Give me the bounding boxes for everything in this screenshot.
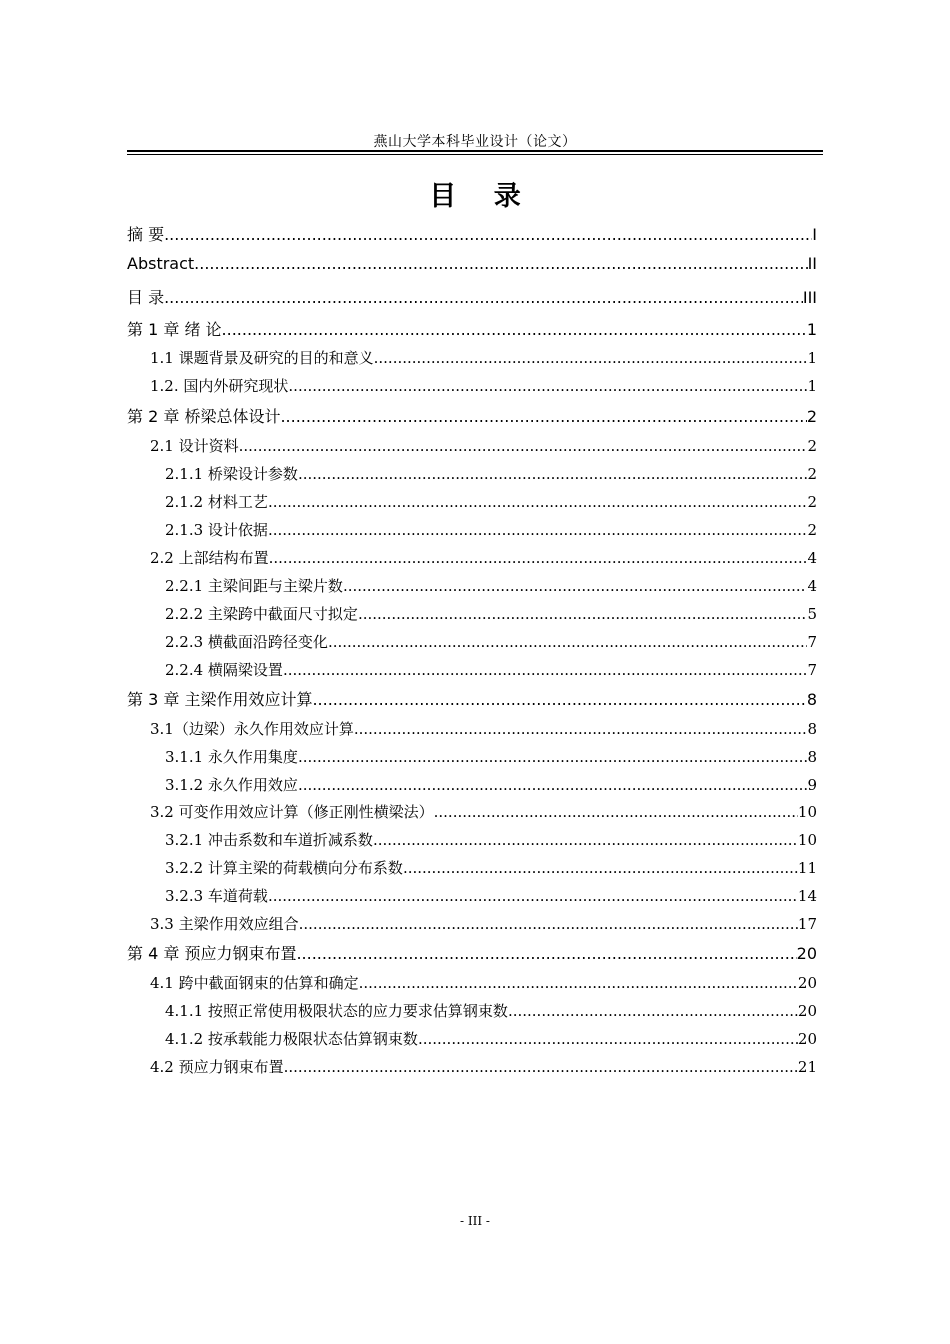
toc-entry-page: 10 — [797, 831, 817, 849]
toc-entry-3-2-3[interactable] — [127, 885, 817, 906]
toc-entry-label: 2.1.1 桥梁设计参数 — [165, 465, 298, 483]
toc-leader — [164, 288, 803, 307]
toc-entry-page: 1 — [806, 320, 817, 339]
toc-entry-label: 3.1.1 永久作用集度 — [165, 748, 298, 766]
toc-entry-abstract-cn[interactable] — [127, 222, 817, 245]
toc-entry-page: 20 — [796, 944, 817, 963]
toc-entry-2-1-1[interactable] — [127, 463, 817, 484]
toc-leader — [269, 549, 808, 567]
toc-leader — [298, 776, 808, 794]
toc-title: 目 录 — [429, 181, 535, 212]
toc-entry-label: 3.2 可变作用效应计算（修正刚性横梁法） — [150, 803, 434, 821]
toc-entry-label: Abstract — [127, 254, 195, 273]
toc-entry-label: 目 录 — [127, 288, 165, 307]
toc-entry-label: 4.2 预应力钢束布置 — [150, 1058, 284, 1076]
toc-entry-2-2-3[interactable] — [127, 631, 817, 652]
toc-entry-label: 3.2.3 车道荷载 — [165, 887, 268, 905]
toc-leader — [358, 605, 808, 623]
toc-entry-page: 8 — [806, 690, 817, 709]
toc-entry-chapter-2[interactable] — [127, 404, 817, 427]
toc-leader — [280, 407, 806, 426]
toc-entry-4-1[interactable] — [127, 972, 817, 993]
toc-entry-page: 9 — [807, 776, 817, 794]
toc-entry-label: 2.2.4 横隔梁设置 — [165, 661, 283, 679]
toc-entry-page: 7 — [807, 633, 817, 651]
toc-entry-label: 2.2.3 横截面沿跨径变化 — [165, 633, 328, 651]
toc-leader — [268, 887, 798, 905]
toc-entry-label: 1.1 课题背景及研究的目的和意义 — [150, 349, 374, 367]
toc-leader — [298, 465, 808, 483]
toc-entry-page: 2 — [807, 521, 817, 539]
toc-entry-2-2-1[interactable] — [127, 575, 817, 596]
toc-entry-2-2-4[interactable] — [127, 659, 817, 680]
toc-entry-page: 14 — [797, 887, 817, 905]
toc-leader — [298, 748, 808, 766]
toc-entry-2-1[interactable] — [127, 435, 817, 456]
toc-leader — [284, 1058, 798, 1076]
page-number: - III - — [460, 1214, 490, 1228]
toc-leader — [268, 493, 808, 511]
toc-leader — [296, 944, 796, 963]
toc-entry-chapter-4[interactable] — [127, 941, 817, 964]
toc-leader — [312, 690, 806, 709]
toc-entry-chapter-3[interactable] — [127, 687, 817, 710]
toc-entry-page: 10 — [797, 803, 817, 821]
toc-entry-1-2[interactable] — [127, 375, 817, 396]
header-rule-thick — [127, 150, 823, 152]
toc-entry-page: II — [807, 254, 817, 273]
toc-leader — [288, 377, 807, 395]
toc-leader — [283, 661, 808, 679]
toc-leader — [434, 803, 798, 821]
toc-leader — [343, 577, 808, 595]
toc-leader — [354, 720, 808, 738]
toc-entry-3-1-1[interactable] — [127, 746, 817, 767]
toc-entry-2-1-3[interactable] — [127, 519, 817, 540]
toc-leader — [373, 831, 798, 849]
toc-entry-4-1-1[interactable] — [127, 1000, 817, 1021]
toc-entry-page: 4 — [807, 549, 817, 567]
toc-entry-page: 2 — [806, 407, 817, 426]
toc-leader — [328, 633, 808, 651]
toc-leader — [222, 320, 807, 339]
toc-entry-3-3[interactable] — [127, 913, 817, 934]
toc-leader — [268, 521, 808, 539]
toc-entry-3-2-2[interactable] — [127, 857, 817, 878]
toc-entry-label: 3.2.1 冲击系数和车道折减系数 — [165, 831, 373, 849]
toc-entry-page: 20 — [797, 974, 817, 992]
toc-leader — [418, 1030, 798, 1048]
toc-entry-page: I — [812, 225, 817, 244]
toc-entry-3-1[interactable] — [127, 718, 817, 739]
toc-entry-label: 2.2.1 主梁间距与主梁片数 — [165, 577, 343, 595]
toc-entry-chapter-1[interactable] — [127, 317, 817, 340]
header-rule-thin — [127, 154, 823, 155]
toc-entry-page: 2 — [807, 437, 817, 455]
toc-entry-label: 第 4 章 预应力钢束布置 — [127, 944, 297, 963]
toc-entry-label: 2.1 设计资料 — [150, 437, 239, 455]
toc-entry-label: 3.1（边梁）永久作用效应计算 — [150, 720, 354, 738]
toc-entry-label: 3.3 主梁作用效应组合 — [150, 915, 299, 933]
toc-entry-3-1-2[interactable] — [127, 774, 817, 795]
toc-entry-label: 1.2. 国内外研究现状 — [150, 377, 289, 395]
toc-entry-page: 2 — [807, 493, 817, 511]
toc-entry-label: 第 3 章 主梁作用效应计算 — [127, 690, 313, 709]
toc-entry-page: 5 — [807, 605, 817, 623]
toc-entry-3-2-1[interactable] — [127, 829, 817, 850]
toc-entry-page: 20 — [797, 1030, 817, 1048]
toc-entry-2-2-2[interactable] — [127, 603, 817, 624]
toc-entry-label: 2.2 上部结构布置 — [150, 549, 269, 567]
toc-entry-label: 4.1.2 按承载能力极限状态估算钢束数 — [165, 1030, 418, 1048]
toc-entry-4-1-2[interactable] — [127, 1028, 817, 1049]
toc-entry-contents[interactable] — [127, 285, 817, 308]
page-header: 燕山大学本科毕业设计（论文） — [373, 134, 577, 150]
toc-entry-page: 8 — [807, 720, 817, 738]
toc-entry-page: 7 — [807, 661, 817, 679]
toc-entry-1-1[interactable] — [127, 347, 817, 368]
toc-entry-page: 4 — [807, 577, 817, 595]
toc-entry-label: 4.1 跨中截面钢束的估算和确定 — [150, 974, 359, 992]
toc-leader — [239, 437, 808, 455]
toc-leader — [403, 859, 798, 877]
toc-entry-page: 17 — [797, 915, 817, 933]
toc-entry-label: 第 1 章 绪 论 — [127, 320, 222, 339]
toc-leader — [359, 974, 798, 992]
toc-leader — [164, 225, 812, 244]
toc-entry-2-2[interactable] — [127, 547, 817, 568]
toc-leader — [194, 254, 807, 273]
toc-entry-page: 20 — [797, 1002, 817, 1020]
toc-entry-4-2[interactable] — [127, 1056, 817, 1077]
toc-entry-2-1-2[interactable] — [127, 491, 817, 512]
toc-entry-label: 2.2.2 主梁跨中截面尺寸拟定 — [165, 605, 358, 623]
toc-entry-label: 4.1.1 按照正常使用极限状态的应力要求估算钢束数 — [165, 1002, 508, 1020]
toc-entry-label: 2.1.2 材料工艺 — [165, 493, 268, 511]
toc-entry-page: 11 — [797, 859, 817, 877]
toc-entry-label: 第 2 章 桥梁总体设计 — [127, 407, 281, 426]
toc-entry-label: 2.1.3 设计依据 — [165, 521, 268, 539]
toc-entry-page: 21 — [797, 1058, 817, 1076]
toc-leader — [508, 1002, 798, 1020]
toc-entry-label: 3.1.2 永久作用效应 — [165, 776, 298, 794]
toc-entry-page: 2 — [807, 465, 817, 483]
toc-entry-label: 3.2.2 计算主梁的荷载横向分布系数 — [165, 859, 403, 877]
toc-entry-page: III — [802, 288, 817, 307]
toc-entry-page: 1 — [807, 349, 817, 367]
toc-entry-label: 摘 要 — [127, 225, 165, 244]
toc-entry-abstract-en[interactable] — [127, 254, 817, 273]
toc-entry-page: 1 — [807, 377, 817, 395]
toc-entry-page: 8 — [807, 748, 817, 766]
toc-leader — [374, 349, 808, 367]
toc-entry-3-2[interactable] — [127, 801, 817, 822]
toc-leader — [299, 915, 798, 933]
